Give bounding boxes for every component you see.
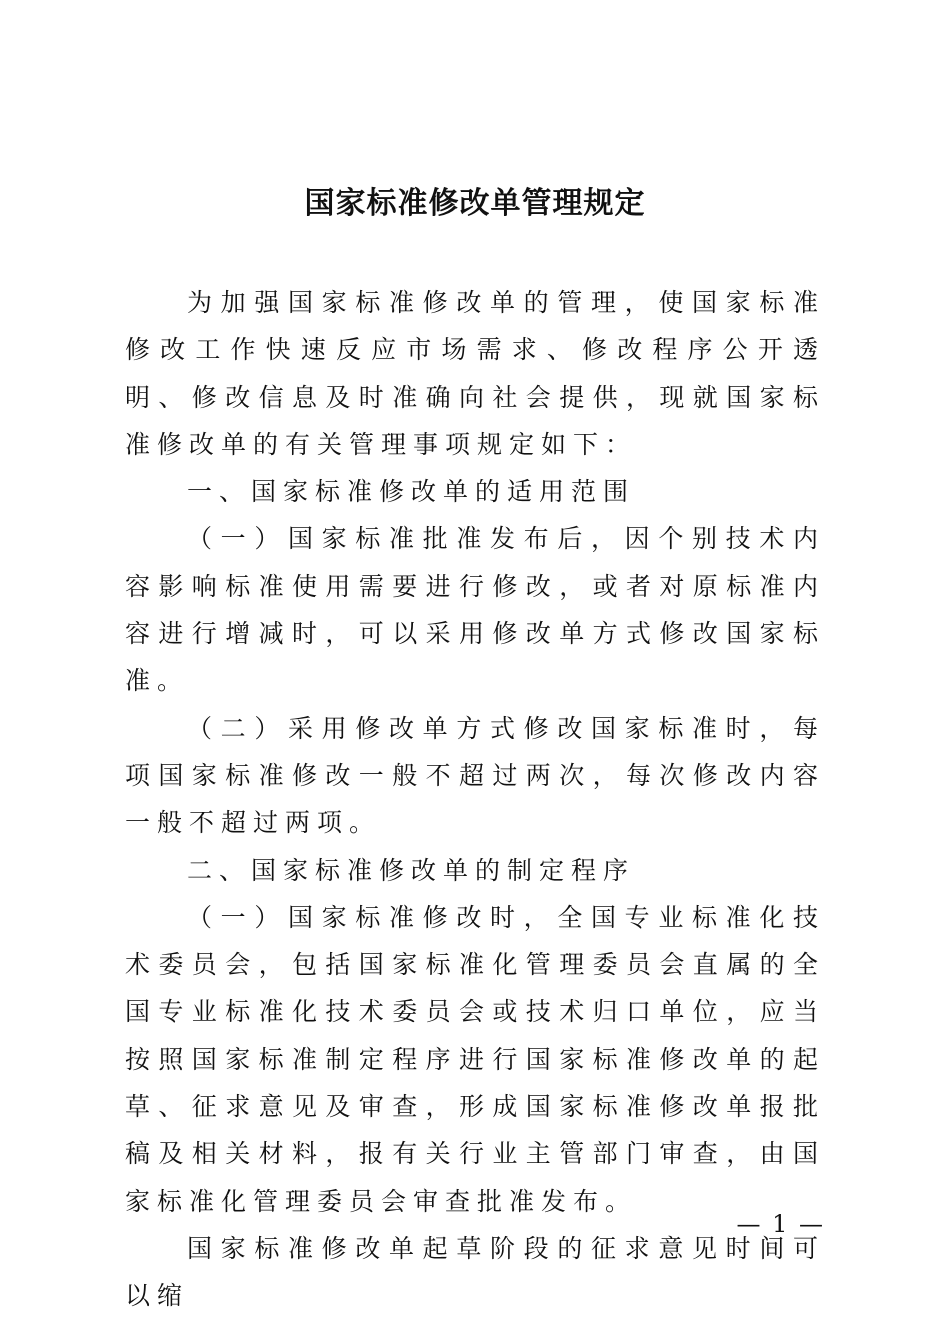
document-body xyxy=(125,279,825,1320)
paragraph-intro: 为加强国家标准修改单的管理，使国家标准修改工作快速反应市场需求、修改程序公开透明、修改信息及时准确向社会提供，现就国家标准修改单的有关管理事项规定如下： xyxy=(125,288,825,459)
page-number: — 1 — xyxy=(736,1210,825,1238)
paragraph-procedure-item-1: （一）国家标准修改时，全国专业标准化技术委员会，包括国家标准化管理委员会直属的全国专业标准化技术委员会或技术归口单位，应当按照国家标准制定程序进行国家标准修改单的起草、征求意见及审查，形成国家标准修改单报批稿及相关材料，报有关行业主管部门审查，由国家标准化管理委员会审查批准发布。 xyxy=(125,902,825,1216)
section-heading-scope: 一、国家标准修改单的适用范围 xyxy=(187,477,636,507)
section-heading-procedure: 二、国家标准修改单的制定程序 xyxy=(187,855,636,885)
paragraph-procedure-continued: 国家标准修改单起草阶段的征求意见时间可以缩 xyxy=(125,1233,825,1311)
document-title: 国家标准修改单管理规定 xyxy=(304,186,646,221)
paragraph-scope-item-1: （一）国家标准批准发布后，因个别技术内容影响标准使用需要进行修改，或者对原标准内容进行增减时，可以采用修改单方式修改国家标准。 xyxy=(125,524,825,696)
paragraph-scope-item-2: （二）采用修改单方式修改国家标准时，每项国家标准修改一般不超过两次，每次修改内容一般不超过两项。 xyxy=(125,713,825,838)
